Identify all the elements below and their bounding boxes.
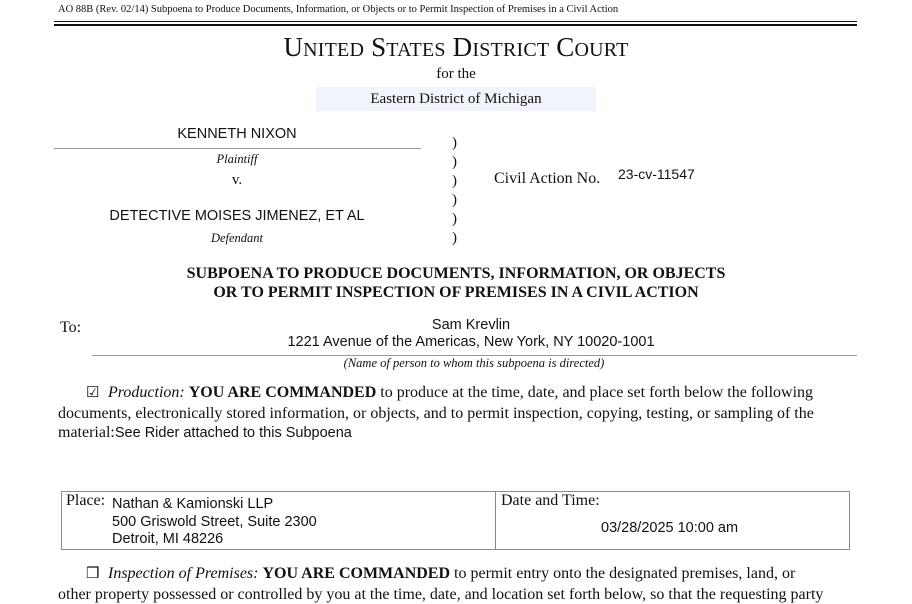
defendant-name[interactable]: DETECTIVE MOISES JIMENEZ, ET AL <box>109 208 365 224</box>
table-divider <box>495 491 496 550</box>
inspection-paragraph: ❒ Inspection of Premises: YOU ARE COMMANDED to permit entry onto the designated premises, land, or other property possessed or controlled by you at the time, date, and location set forth below, so that the requesting party <box>58 565 824 603</box>
place-value[interactable]: Nathan & Kamionski LLP 500 Griswold Street, Suite 2300 Detroit, MI 48226 <box>112 496 317 547</box>
unchecked-box-icon[interactable]: ❒ <box>86 566 100 582</box>
recipient-address[interactable]: 1221 Avenue of the Americas, New York, NY 10020-1001 <box>287 334 655 350</box>
production-paragraph: ☑ Production: YOU ARE COMMANDED to produce at the time, date, and place set forth below the following documents, electronically stored information, or objects, and to permit inspection, copying, testing, or sampling of the material:See Rider attached to this Subpoena <box>58 384 814 441</box>
inspection-label: Inspection of Premises: <box>108 565 259 582</box>
defendant-label: Defendant <box>210 231 264 245</box>
plaintiff-underline <box>54 148 421 149</box>
place-label: Place: <box>66 492 106 509</box>
court-title: UNITED STATES DISTRICT COURT <box>283 32 629 62</box>
production-command: YOU ARE COMMANDED <box>188 384 377 401</box>
civil-action-label: Civil Action No. <box>494 170 601 187</box>
datetime-label: Date and Time: <box>501 492 600 509</box>
checked-box-icon[interactable]: ☑ <box>86 385 100 401</box>
form-identifier: AO 88B (Rev. 02/14) Subpoena to Produce Documents, Information, or Objects or to Permit Inspection of Premises in a Civil Action <box>58 4 619 15</box>
recipient-name[interactable]: Sam Krevlin <box>431 317 511 333</box>
header-rule-thick <box>54 24 857 26</box>
material-value[interactable]: See Rider attached to this Subpoena <box>114 425 352 441</box>
production-label: Production: <box>108 384 185 401</box>
caption-parentheses: ) ) ) ) ) ) <box>452 135 457 246</box>
inspection-command: YOU ARE COMMANDED <box>262 565 451 582</box>
plaintiff-label: Plaintiff <box>216 152 258 166</box>
plaintiff-name[interactable]: KENNETH NIXON <box>177 126 297 142</box>
recipient-caption: (Name of person to whom this subpoena is directed) <box>343 356 605 370</box>
to-label: To: <box>60 319 82 336</box>
district-name: Eastern District of Michigan <box>370 91 542 107</box>
datetime-value[interactable]: 03/28/2025 10:00 am <box>601 520 739 536</box>
subpoena-title: SUBPOENA TO PRODUCE DOCUMENTS, INFORMATION, OR OBJECTS OR TO PERMIT INSPECTION OF PREMISES IN A CIVIL ACTION <box>186 265 726 301</box>
versus-label: v. <box>231 172 243 188</box>
for-the-label: for the <box>436 66 476 82</box>
header-rule-thin <box>54 21 857 22</box>
civil-action-number[interactable]: 23-cv-11547 <box>618 166 695 182</box>
